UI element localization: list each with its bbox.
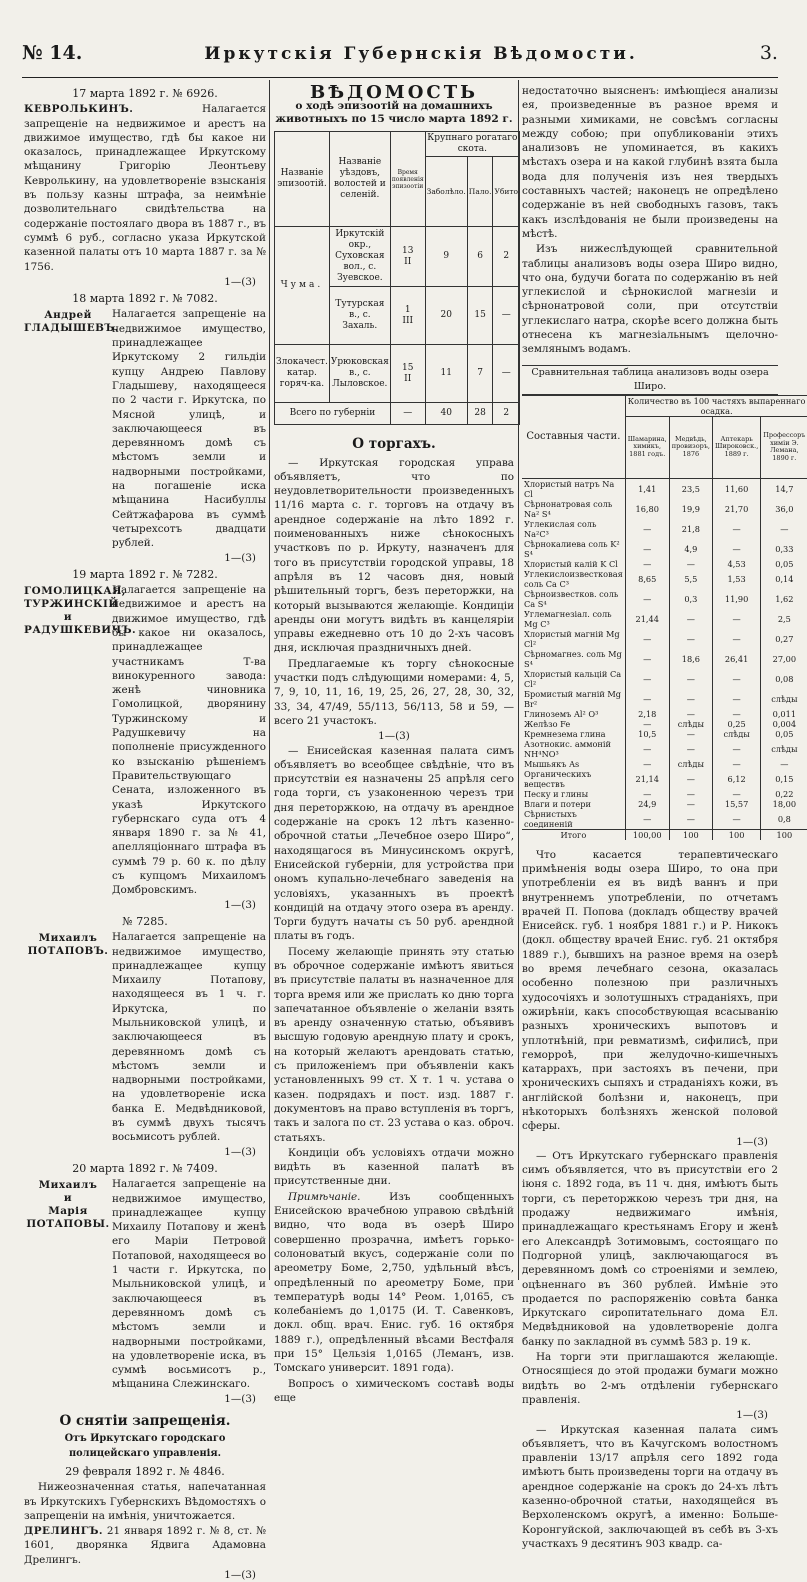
issue-number: № 14. (22, 42, 83, 64)
time-cell: 1 (404, 304, 411, 315)
entry-name: ГОМОЛИЦКАЯ, (24, 585, 127, 598)
section-heading: О снятіи запрещенія. (59, 1413, 231, 1430)
paragraph: Что касается терапевтическаго примѣненія воды озера Широ, то она при употребленіи ея въ видѣ ваннъ и при внутреннемъ употребленіи, по отчетамъ врачей П. Попова (докладъ обществу врачей Енисейск. губ. 1 ноября 1881 г.) и Р. Никокъ (докл. обществу врачей Енис. губ. 21 октября 1889 г.), бывшихъ на разное время на озерѣ во время лечебнаго сезона, оказалась особенно полезною при различныхъ худосочіяхъ и золотушныхъ страданіяхъ, при ожирѣніи, какъ способствующая всасыванію разныхъ хроническихъ выпотовъ и уплотнѣній, при ревматизмѣ, сифилисѣ, при геморроѣ, при желудочно-кишечныхъ катаррахъ, при застояхъ въ печени, при хроническихъ сыпяхъ и страданіяхъ кожи, въ англійской болѣзни и, наконецъ, при нѣкоторыхъ болѣзняхъ женской половой сферы. (522, 848, 778, 1133)
entry-names (24, 1177, 112, 1391)
table-row (522, 539, 807, 559)
time-cell: II (404, 256, 412, 267)
value-cell: — (669, 629, 712, 649)
time-cell: 13 (402, 245, 414, 256)
value-cell: — (625, 649, 669, 669)
component-name: Глиноземъ Al² O³ (524, 708, 599, 719)
total-cell: 100,00 (625, 829, 669, 840)
value-cell: 0,004 (761, 719, 807, 729)
table-row (522, 499, 807, 519)
component-name: Углекислая соль Na²C³ (524, 518, 597, 539)
entry-signature: 1—(3) (736, 1409, 768, 1422)
value-cell: — (669, 669, 712, 689)
value-cell: — (712, 759, 760, 769)
component-name: Бромистый магній Mg Br² (524, 688, 622, 709)
total-time: — (390, 403, 425, 425)
entry-names (24, 583, 137, 898)
value-cell: 11,60 (712, 478, 760, 499)
value-cell: — (625, 739, 669, 759)
value-cell: 0,8 (761, 809, 807, 830)
component-name: Кремнезема глина (524, 728, 606, 739)
th-killed: Убито (493, 157, 520, 227)
value-cell: 16,80 (625, 499, 669, 519)
value-cell: слѣды (761, 689, 807, 709)
value-cell: 0,3 (669, 589, 712, 609)
paragraph: Кондиціи объ условіяхъ отдачи можно видѣть въ казенной палатѣ въ присутственные дни. (274, 1146, 514, 1188)
component-name: Желѣзо Fe (524, 718, 571, 729)
entry-name: и (63, 611, 73, 624)
component-name: Сѣрнонатровая соль Na² S⁴ (524, 498, 613, 519)
dead-cell: 15 (467, 287, 493, 345)
value-cell: 0,05 (761, 559, 807, 569)
killed-cell: — (493, 287, 520, 345)
sick-cell: 9 (425, 227, 467, 287)
th-analyst: Шамарина, химикъ, 1881 годъ. (625, 416, 669, 478)
notice-entry (24, 1465, 266, 1582)
total-label: Итого (522, 829, 625, 840)
paragraph: На торги эти приглашаются желающіе. Относящіеся до этой продажи бумаги можно видѣть во 2-мъ отдѣленіи губернскаго правленія. (522, 1351, 778, 1406)
table-row (275, 345, 520, 403)
th-dead: Пало. (467, 157, 493, 227)
entry-name: КЕВРОЛЬКИНЪ. (24, 103, 134, 116)
value-cell: — (669, 809, 712, 830)
page-header (22, 42, 778, 72)
value-cell: — (625, 539, 669, 559)
dead-cell: 6 (467, 227, 493, 287)
paragraph: — Иркутская городская управа объявляетъ, что по неудовлетворительности произведенныхъ 11/16 марта с. г. торговъ на отдачу въ арендное содержаніе на лѣто 1892 г. поименованныхъ ниже сѣнокосныхъ участковъ по р. Иркуту, назначенъ для того въ присутствіи городской управы, 18 апрѣля въ 12 часовъ дня, новый рѣшительный торгъ, безъ переторжки, на который вызываются желающіе. Кондиціи аренды они могутъ видѣть въ канцеляріи управы ежедневно отъ 10 до 2-хъ часовъ дня, исключая праздничныхъ дней. (274, 456, 514, 655)
table-row (522, 799, 807, 809)
total-cell: 100 (761, 829, 807, 840)
entry-signature: 1—(3) (224, 1568, 256, 1581)
total-killed: 2 (493, 403, 520, 425)
report-subtitle: о ходѣ эпизоотій на домашнихъ животныхъ по 15 число марта 1892 г. (275, 100, 513, 126)
column-divider (269, 80, 270, 1280)
total-dead: 28 (467, 403, 493, 425)
time-cell: II (404, 373, 412, 384)
table-row (522, 669, 807, 689)
table-row (522, 769, 807, 789)
notice-entry (24, 292, 266, 565)
section-subheading: Отъ Иркутскаго городскаго полицейскаго управленія. (64, 1433, 226, 1459)
entry-text: Налагается запрещеніе на недвижимое и арестъ на движимое имущество, гдѣ бы какое ни оказалось, принадлежащее участникамъ Т-ва винокуренного завода: женѣ чиновника Гомолицкой, дворянину Туржинскому и Радушкевичу на пополненіе присужденного ко взысканію рѣшеніемъ Правительствующаго Сената, изложенного въ указѣ Иркутского губернскаго суда отъ 4 января 1890 г. за № 41, апелляціоннаго штрафа въ суммѣ 79 р. 60 к. по дѣлу съ купцомъ Михаиломъ Домбровскимъ. (112, 584, 266, 897)
place-cell: Урюковская в., с. Лыловское. (329, 345, 390, 403)
value-cell: — (669, 739, 712, 759)
epizootic-table (274, 131, 520, 425)
value-cell: слѣды (761, 739, 807, 759)
th-time: Время появленія эпизоотіи (390, 132, 425, 227)
entry-text: Нижеозначенная статья, напечатанная въ Иркутскихъ Губернскихъ Вѣдомостяхъ о запрещеніи на имѣнія, уничтожается. (24, 1481, 266, 1522)
page-number: 3. (759, 42, 778, 64)
component-name: Углемагнезіал. соль Mg C³ (524, 608, 612, 629)
place-cell: Тутурская в., с. Захаль. (329, 287, 390, 345)
th-analyst: Профессоръ химіи Э. Лемана, 1890 г. (761, 416, 807, 478)
value-cell: — (669, 769, 712, 789)
value-cell: — (625, 629, 669, 649)
value-cell: 1,41 (625, 478, 669, 499)
value-cell: 21,14 (625, 769, 669, 789)
table-row (522, 759, 807, 769)
value-cell: — (712, 789, 760, 799)
value-cell: 2,18 (625, 709, 669, 719)
value-cell: — (669, 789, 712, 799)
entry-text: Налагается запрещеніе на недвижимое и арестъ на движимое имущество, гдѣ бы какое ни оказалось, принадлежащее Иркутскому мѣщанину Григорію Леонтьеву Кевролькину, на удовлетвореніе взысканія въ пользу казны штрафа, за неимѣніе дозволительнаго свидѣтельства на содержаніе постоялаго двора въ 1887 г., въ суммѣ 6 руб., согласно указа Иркутской казенной палаты отъ 10 марта 1887 г. за № 1756. (24, 103, 266, 273)
killed-cell: — (493, 345, 520, 403)
th-sick: Заболѣло. (425, 157, 467, 227)
time-cell: III (402, 315, 414, 326)
th-disease: Названіе эпизоотій. (275, 132, 330, 227)
table-row (522, 739, 807, 759)
value-cell: 0,25 (712, 719, 760, 729)
table-total-row (522, 829, 807, 840)
value-cell: 26,41 (712, 649, 760, 669)
sick-cell: 20 (425, 287, 467, 345)
value-cell: — (625, 789, 669, 799)
column-right (522, 84, 806, 1550)
total-cell: 100 (669, 829, 712, 840)
value-cell: 0,14 (761, 569, 807, 589)
note-label: Примѣчаніе. (288, 1190, 361, 1203)
value-cell: 8,65 (625, 569, 669, 589)
value-cell: — (625, 809, 669, 830)
dead-cell: 7 (467, 345, 493, 403)
paragraph: Вопросъ о химическомъ составѣ воды еще (274, 1377, 514, 1404)
value-cell: — (625, 689, 669, 709)
value-cell: — (712, 629, 760, 649)
paragraph: — Иркутская казенная палата симъ объявляетъ, что въ Качугскомъ волостномъ правленіи 13/17 апрѣля сего 1892 года имѣютъ быть произведены торги на отдачу въ арендное содержаніе на срокъ до 24-хъ лѣтъ казенно-оброчной статьи, находящейся въ Верхоленскомъ округѣ, а именно: Больше-Коронгуйской, заключающей въ себѣ въ 3-хъ участкахъ 9 десятинъ 903 квадр. са- (522, 1423, 778, 1550)
component-name: Хлористый калій K Cl (524, 558, 618, 569)
value-cell: — (625, 589, 669, 609)
paragraph: Посему желающіе принять эту статью въ оброчное содержаніе имѣютъ явиться въ присутствіе палаты въ назначенное для торга время или же прислать ко дню торга запечатанное объявленіе о желаніи взять въ аренду означенную статью, объявивъ высшую годовую арендную плату и срокъ, на который желаютъ арендовать статью, съ приложеніемъ при объявленіи какъ установленныхъ 99 ст. Х т. 1 ч. устава о казен. подрядахъ и пост. изд. 1887 г. документовъ на право вступленія въ торгъ, такъ и залога по ст. 23 устава о каз. оброч. статьяхъ. (274, 945, 514, 1144)
value-cell: — (625, 669, 669, 689)
total-sick: 40 (425, 403, 467, 425)
value-cell: — (761, 759, 807, 769)
entry-name: и (63, 1192, 73, 1205)
paragraph: Изъ сообщенныхъ Енисейскою врачебною управою свѣдѣній видно, что вода въ озерѣ Широ совершенно прозрачна, имѣетъ горько-солоноватый вкусъ, содержаніе соли по ареометру Боме, 2,750, удѣльный вѣсъ, опредѣленный по ареометру Боме, при температурѣ воды 14° Реом. 1,0165, съ колебаніемъ до 1,0175 (И. Т. Савенковъ, докл. общ. врач. Енис. губ. 16 октября 1889 г.), опредѣленный вѣсами Вестфаля при 15° Цельзія 1,0165 (Леманъ, изв. Томскаго университ. 1891 года). (274, 1190, 514, 1375)
killed-cell: 2 (493, 227, 520, 287)
entry-name: ПОТАПОВЪ. (27, 945, 109, 958)
entry-text: 21 января 1892 г. № 8, ст. № 1601, дворянка Ядвига Адамовна Дрелингъ. (24, 1525, 266, 1566)
entry-signature: 1—(3) (224, 551, 256, 564)
sick-cell: 11 (425, 345, 467, 403)
entry-name: ПОТАПОВЫ. (26, 1218, 110, 1231)
table-total-row (275, 403, 520, 425)
entry-number: № 7285. (122, 914, 168, 928)
paragraph: Предлагаемые къ торгу сѣнокосные участки подъ слѣдующими номерами: 4, 5, 7, 9, 10, 11, 16, 19, 25, 26, 27, 28, 30, 32, 33, 34, 47/49, 55/113, 56/113, 58 и 59, — всего 21 участокъ. (274, 657, 514, 727)
total-label: Всего по губерніи (275, 403, 391, 425)
value-cell: 19,9 (669, 499, 712, 519)
th-component: Составныя части. (522, 395, 625, 478)
component-name: Хлористый магній Mg Cl² (524, 628, 620, 649)
report-title: ВѢДОМОСТЬ (310, 82, 478, 103)
table-row (522, 629, 807, 649)
paragraph: недостаточно выясненъ: имѣющіеся анализы ея, произведенные въ разное время и разными химиками, не совсѣмъ согласны между собою; при опубликованіи этихъ анализовъ не упоминается, въ какихъ мѣстахъ озера и на какой глубинѣ взята была вода для полученія изъ нея твердыхъ составныхъ частей; наконецъ не опредѣлено содержаніе въ ней свободныхъ газовъ, такъ какъ изслѣдованія не были произведены на мѣстѣ. (522, 85, 778, 240)
table-row (522, 729, 807, 739)
notice-entry (24, 568, 266, 912)
table-row (522, 709, 807, 719)
value-cell: 0,27 (761, 629, 807, 649)
entry-signature: 1—(3) (378, 730, 410, 743)
component-name: Мышьякъ As (524, 758, 580, 769)
entry-date: 29 февраля 1892 г. № 4846. (65, 1464, 225, 1478)
value-cell: 24,9 (625, 799, 669, 809)
value-cell: — (669, 559, 712, 569)
entry-name: Андрей ГЛАДЫШЕВЪ. (24, 309, 119, 335)
value-cell: 15,57 (712, 799, 760, 809)
value-cell: 0,33 (761, 539, 807, 559)
value-cell: слѣды (712, 729, 760, 739)
place-cell: Иркутскій окр., Суховская вол., с. Зуевское. (329, 227, 390, 287)
component-name: Хлористый натръ Na Cl (524, 478, 615, 499)
component-name: Хлористый кальцій Ca Cl² (524, 668, 622, 689)
value-cell: — (712, 709, 760, 719)
entry-name: ТУРЖИНСКІЙ (24, 598, 119, 611)
th-analyst: Аптекарь Широковск., 1889 г. (712, 416, 760, 478)
analysis-table (522, 395, 807, 840)
entry-signature: 1—(3) (224, 898, 256, 911)
component-name: Сѣрномагнез. соль Mg S⁴ (524, 648, 622, 669)
entry-text: Налагается запрещеніе на недвижимое имущество, принадлежащее купцу Михаилу Потапову, находящееся въ 1 ч. г. Иркутска, по Мыльниковской улицѣ, и заключающееся въ деревянномъ домѣ съ мѣстомъ земли и надворными постройками, на удовлетвореніе иска банка Е. Медвѣдниковой, въ суммѣ двухъ тысячъ восьмисотъ рублей. (112, 931, 266, 1144)
entry-date: 18 марта 1892 г. № 7082. (72, 292, 218, 306)
value-cell: 21,70 (712, 499, 760, 519)
value-cell: — (712, 809, 760, 830)
th-analyst: Медвѣдь, провизоръ, 1876 (669, 416, 712, 478)
value-cell: 1,62 (761, 589, 807, 609)
notice-entry (24, 915, 266, 1159)
table-row (522, 569, 807, 589)
newspaper-title: Иркутскія Губернскія Вѣдомости. (204, 44, 638, 64)
component-name: Сѣрнокалиева соль K² S⁴ (524, 538, 620, 559)
value-cell: — (669, 689, 712, 709)
table-row (522, 649, 807, 669)
th-quantity: Количество въ 100 частяхъ выпареннаго осадка. (625, 395, 807, 416)
value-cell: 36,0 (761, 499, 807, 519)
value-cell: 0,15 (761, 769, 807, 789)
entry-name: Михаилъ (38, 1179, 98, 1192)
table-row (275, 227, 520, 287)
value-cell: 21,44 (625, 609, 669, 629)
component-name: Сѣрноизвестков. соль Ca S⁴ (524, 588, 619, 609)
value-cell: слѣды (669, 719, 712, 729)
value-cell: 1,53 (712, 569, 760, 589)
th-cattle: Крупнаго рогатаго скота. (425, 132, 519, 157)
entry-signature: 1—(3) (224, 275, 256, 288)
value-cell: 4,9 (669, 539, 712, 559)
notice-entry (24, 1162, 266, 1406)
table-row (522, 789, 807, 799)
value-cell: 18,6 (669, 649, 712, 669)
paragraph: — Отъ Иркутскаго губернскаго правленія симъ объявляется, что въ присутствіи его 2 іюня с. 1892 года, въ 11 ч. дня, имѣютъ быть торги, съ переторжкою черезъ три дня, на продажу недвижимаго имѣнія, принадлежащаго крестьянамъ Егору и женѣ его Александрѣ Зотимовымъ, состоящаго по Подгорной улицѣ, заключающагося въ деревянномъ домѣ со строеніями и землею, оцѣненнаго въ 360 рублей. Имѣніе это продается по распоряженію совѣта банка Иркутскаго сиропитательнаго дома Ел. Медвѣдниковой на удовлетвореніе долга банку по закладной въ суммѣ 583 р. 19 к. (522, 1149, 778, 1348)
paragraph: Изъ нижеслѣдующей сравнительной таблицы анализовъ воды озера Широ видно, что она, будучи богата по содержанію въ ней углекислой и сѣрнокислой магнезіи и сѣрнонатровой соли, при отсутствіи углекислаго натра, скорѣе всего должна быть отнесена къ магнезіальнымъ щелочно-землянымъ водамъ. (522, 243, 778, 356)
value-cell: 0,05 (761, 729, 807, 739)
value-cell: — (712, 609, 760, 629)
value-cell: — (712, 539, 760, 559)
disease-name: Злокачест. катар. горяч-ка. (275, 345, 330, 403)
entry-name: РАДУШКЕВИЧЪ. (24, 624, 137, 637)
entry-text: Налагается запрещеніе на недвижимое имущество, принадлежащее Иркутскому 2 гильдіи купцу Андрею Павлову Гладышеву, находящееся по 2 части г. Иркутска, по Мясной улицѣ, и заключающееся въ деревянномъ домѣ съ мѣстомъ земли и надворными постройками, на погашеніе иска мѣщанина Насибуллы Сейтжафарова въ суммѣ четырехсотъ двадцати рублей. (112, 308, 266, 550)
value-cell: 0,011 (761, 709, 807, 719)
value-cell: — (761, 519, 807, 539)
entry-date: 19 марта 1892 г. № 7282. (72, 567, 218, 581)
value-cell: 14,7 (761, 478, 807, 499)
entry-date: 20 марта 1892 г. № 7409. (72, 1161, 218, 1175)
entry-signature: 1—(3) (224, 1392, 256, 1405)
value-cell: 21,8 (669, 519, 712, 539)
table-caption: Сравнительная таблица анализовъ воды озера Широ. (522, 365, 778, 395)
table-row (522, 809, 807, 830)
value-cell: 18,00 (761, 799, 807, 809)
component-name: Органическихъ веществъ (524, 768, 592, 789)
notice-entry (24, 87, 266, 289)
component-name: Сѣрнистыхъ соединеній (524, 808, 577, 829)
component-name: Углекислоизвестковая соль Ca C³ (524, 568, 623, 589)
component-name: Азотнокис. аммоній NH⁴NO³ (524, 738, 611, 759)
value-cell: — (669, 799, 712, 809)
value-cell: — (712, 739, 760, 759)
analysis-rows (522, 478, 807, 829)
value-cell: — (669, 609, 712, 629)
th-place: Названіе уѣздовъ, волостей и селеній. (329, 132, 390, 227)
value-cell: 2,5 (761, 609, 807, 629)
entry-name: Михаилъ (38, 932, 98, 945)
entry-text: Налагается запрещеніе на недвижимое имущество, принадлежащее купцу Михаилу Потапову и женѣ его Маріи Петровой Потаповой, находящееся во 1 части г. Иркутска, по Мыльниковской улицѣ, и заключающееся въ деревянномъ домѣ съ мѣстомъ земли и надворными постройками, на удовлетвореніе иска, въ суммѣ восьмисотъ р., мѣщанина Слежинскаго. (112, 1178, 267, 1391)
entry-signature: 1—(3) (736, 1135, 768, 1148)
header-rule (22, 77, 778, 78)
total-cell: 100 (712, 829, 760, 840)
table-row (522, 609, 807, 629)
time-cell: 15 (402, 362, 414, 373)
section-heading: О торгахъ. (352, 436, 436, 453)
column-left (24, 84, 267, 1581)
component-name: Песку и глины (524, 788, 589, 799)
entry-names (24, 930, 112, 1144)
table-row (522, 689, 807, 709)
value-cell: — (625, 519, 669, 539)
entry-signature: 1—(3) (224, 1145, 256, 1158)
value-cell: 0,08 (761, 669, 807, 689)
value-cell: — (712, 519, 760, 539)
table-row (522, 589, 807, 609)
value-cell: 10,5 (625, 729, 669, 739)
value-cell: — (669, 709, 712, 719)
entry-date: 17 марта 1892 г. № 6926. (72, 87, 218, 100)
value-cell: — (712, 689, 760, 709)
entry-name: Марія (48, 1205, 88, 1218)
value-cell: 27,00 (761, 649, 807, 669)
value-cell: — (625, 559, 669, 569)
table-row (522, 559, 807, 569)
entry-name: ДРЕЛИНГЪ. (24, 1525, 104, 1538)
value-cell: 11,90 (712, 589, 760, 609)
table-row (522, 519, 807, 539)
column-middle (274, 82, 519, 1404)
value-cell: 5,5 (669, 569, 712, 589)
component-name: Влаги и потери (524, 798, 591, 809)
paragraph: — Енисейская казенная палата симъ объявляетъ во всеобщее свѣдѣніе, что въ присутствіи ея назначены 25 апрѣля сего года торги, съ узаконенною черезъ три дня переторжкою, на отдачу въ арендное содержаніе на срокъ 12 лѣтъ казенно-оброчной статьи „Лечебное озеро Широ“, находящагося въ Минусинскомъ округѣ, Енисейской губерніи, для устройства при ономъ купально-лечебнаго заведенія на условіяхъ, указанныхъ въ проектѣ кондицій на отдачу этого озера въ аренду. Торги будутъ начаты съ 50 руб. арендной платы въ годъ. (274, 744, 514, 943)
value-cell: — (712, 669, 760, 689)
value-cell: — (625, 719, 669, 729)
value-cell: — (625, 759, 669, 769)
value-cell: 23,5 (669, 478, 712, 499)
table-row (522, 478, 807, 499)
value-cell: 6,12 (712, 769, 760, 789)
value-cell: 0,22 (761, 789, 807, 799)
table-row (522, 719, 807, 729)
disease-name: Чума. (275, 227, 330, 345)
value-cell: слѣды (669, 759, 712, 769)
value-cell: 4,53 (712, 559, 760, 569)
value-cell: — (669, 729, 712, 739)
